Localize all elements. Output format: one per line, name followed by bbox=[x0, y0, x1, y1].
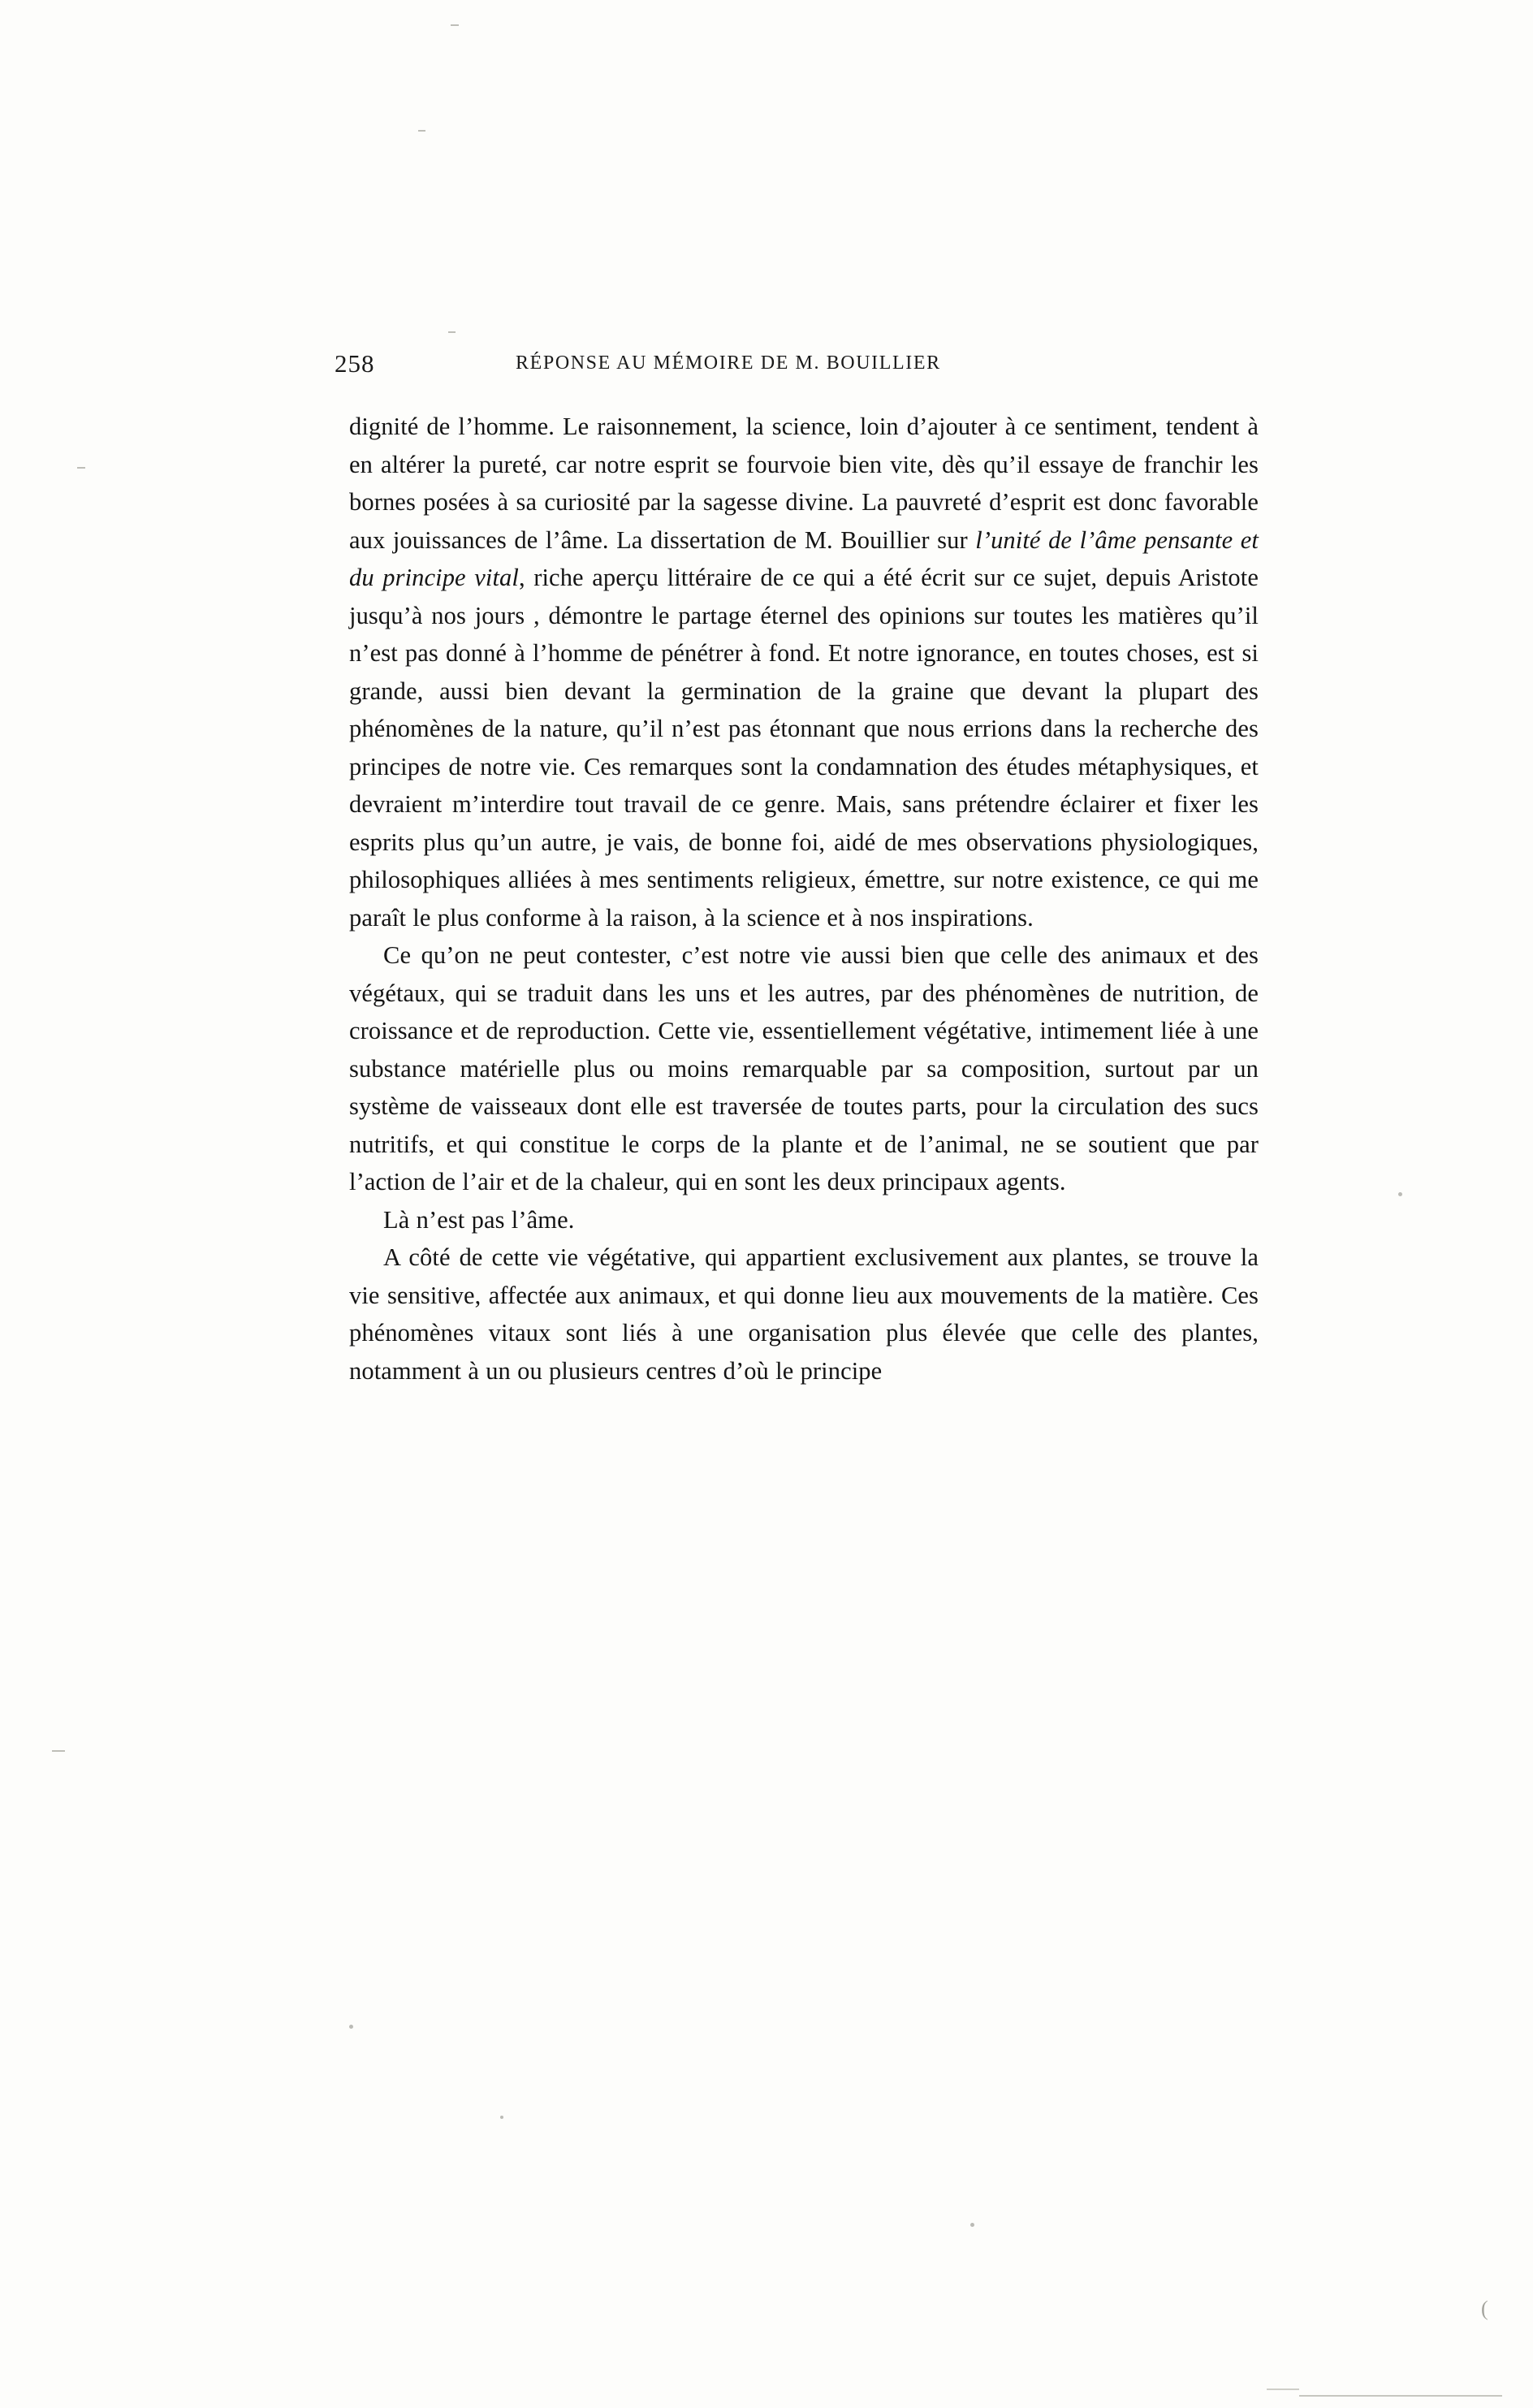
scan-mark bbox=[418, 130, 425, 132]
scan-mark bbox=[448, 331, 456, 333]
page-text-column bbox=[335, 349, 1259, 1390]
text-run: , riche aperçu littéraire de ce qui a été écrit sur ce sujet, depuis Aristote jusqu’à nos jours , démontre le partage éternel des opinions sur toutes les matières qu’il n’est pas donné à l’homme de pénétrer à fond. Et notre ignorance, en toutes choses, est si grande, aussi bien devant la germination de la graine que devant la plupart des phénomènes de la nature, qu’il n’est pas étonnant que nous errions dans la recherche des principes de notre vie. Ces remarques sont la condamnation des études métaphysiques, et devraient m’interdire tout travail de ce genre. Mais, sans prétendre éclairer et fixer les esprits plus qu’un autre, je vais, de bonne foi, aidé de mes observations physiologiques, philosophiques alliées à mes sentiments religieux, émettre, sur notre existence, ce qui me paraît le plus conforme à la raison, à la science et à nos inspirations. bbox=[349, 564, 1259, 932]
paragraph-4 bbox=[349, 1239, 1259, 1390]
text-run: Là n’est pas l’âme. bbox=[383, 1205, 575, 1234]
scan-speck bbox=[349, 2025, 353, 2029]
text-run: dignité de l’homme. Le raisonnement, la science, loin d’ajouter à ce sentiment, tendent à en altérer la pureté, car notre esprit se fourvoie bien vite, dès qu’il essaye de franchir les bornes posées à sa curiosité par la sagesse divine. La pauvreté d’esprit est donc favorable aux jouissances de l’âme. La dissertation de M. Bouillier sur bbox=[349, 413, 1259, 554]
text-run: A côté de cette vie végétative, qui appartient exclusivement aux plantes, se trouve la vie sensitive, affectée aux animaux, et qui donne lieu aux mouvements de la matière. Ces phénomènes vitaux sont liés à une organisation plus élevée que celle des plantes, notamment à un ou plusieurs centres d’où le principe bbox=[349, 1243, 1259, 1385]
scan-speck bbox=[970, 2223, 974, 2227]
scan-mark bbox=[451, 24, 459, 26]
paragraph-1 bbox=[349, 408, 1259, 936]
scan-speck bbox=[500, 2116, 503, 2119]
italic-title: l’unité de l’âme pensante et du principe vital bbox=[349, 525, 1259, 591]
scan-mark bbox=[52, 1750, 65, 1752]
scan-speck bbox=[1398, 1192, 1402, 1196]
page-header bbox=[335, 349, 1259, 387]
paragraph-3 bbox=[349, 1201, 1259, 1239]
running-head: RÉPONSE AU MÉMOIRE DE M. BOUILLIER bbox=[516, 352, 941, 374]
page-edge-rule bbox=[1299, 2395, 1502, 2397]
text-run: Ce qu’on ne peut contester, c’est notre vie aussi bien que celle des animaux et des végétaux, qui se traduit dans les uns et les autres, par des phénomènes de nutrition, de croissance et de reproduction. Cette vie, essentiellement végétative, intimement liée à une substance matérielle plus ou moins remarquable par sa composition, surtout par un système de vaisseaux dont elle est traversée de toutes parts, pour la circulation des sucs nutritifs, et qui constitue le corps de la plante et de l’animal, ne se soutient que par l’action de l’air et de la chaleur, qui en sont les deux principaux agents. bbox=[349, 941, 1259, 1195]
page-number: 258 bbox=[335, 349, 375, 378]
edge-mark: ( bbox=[1481, 2297, 1488, 2320]
scan-mark bbox=[77, 467, 85, 469]
paragraph-2 bbox=[349, 936, 1259, 1201]
page-edge-rule-secondary bbox=[1267, 2389, 1299, 2390]
